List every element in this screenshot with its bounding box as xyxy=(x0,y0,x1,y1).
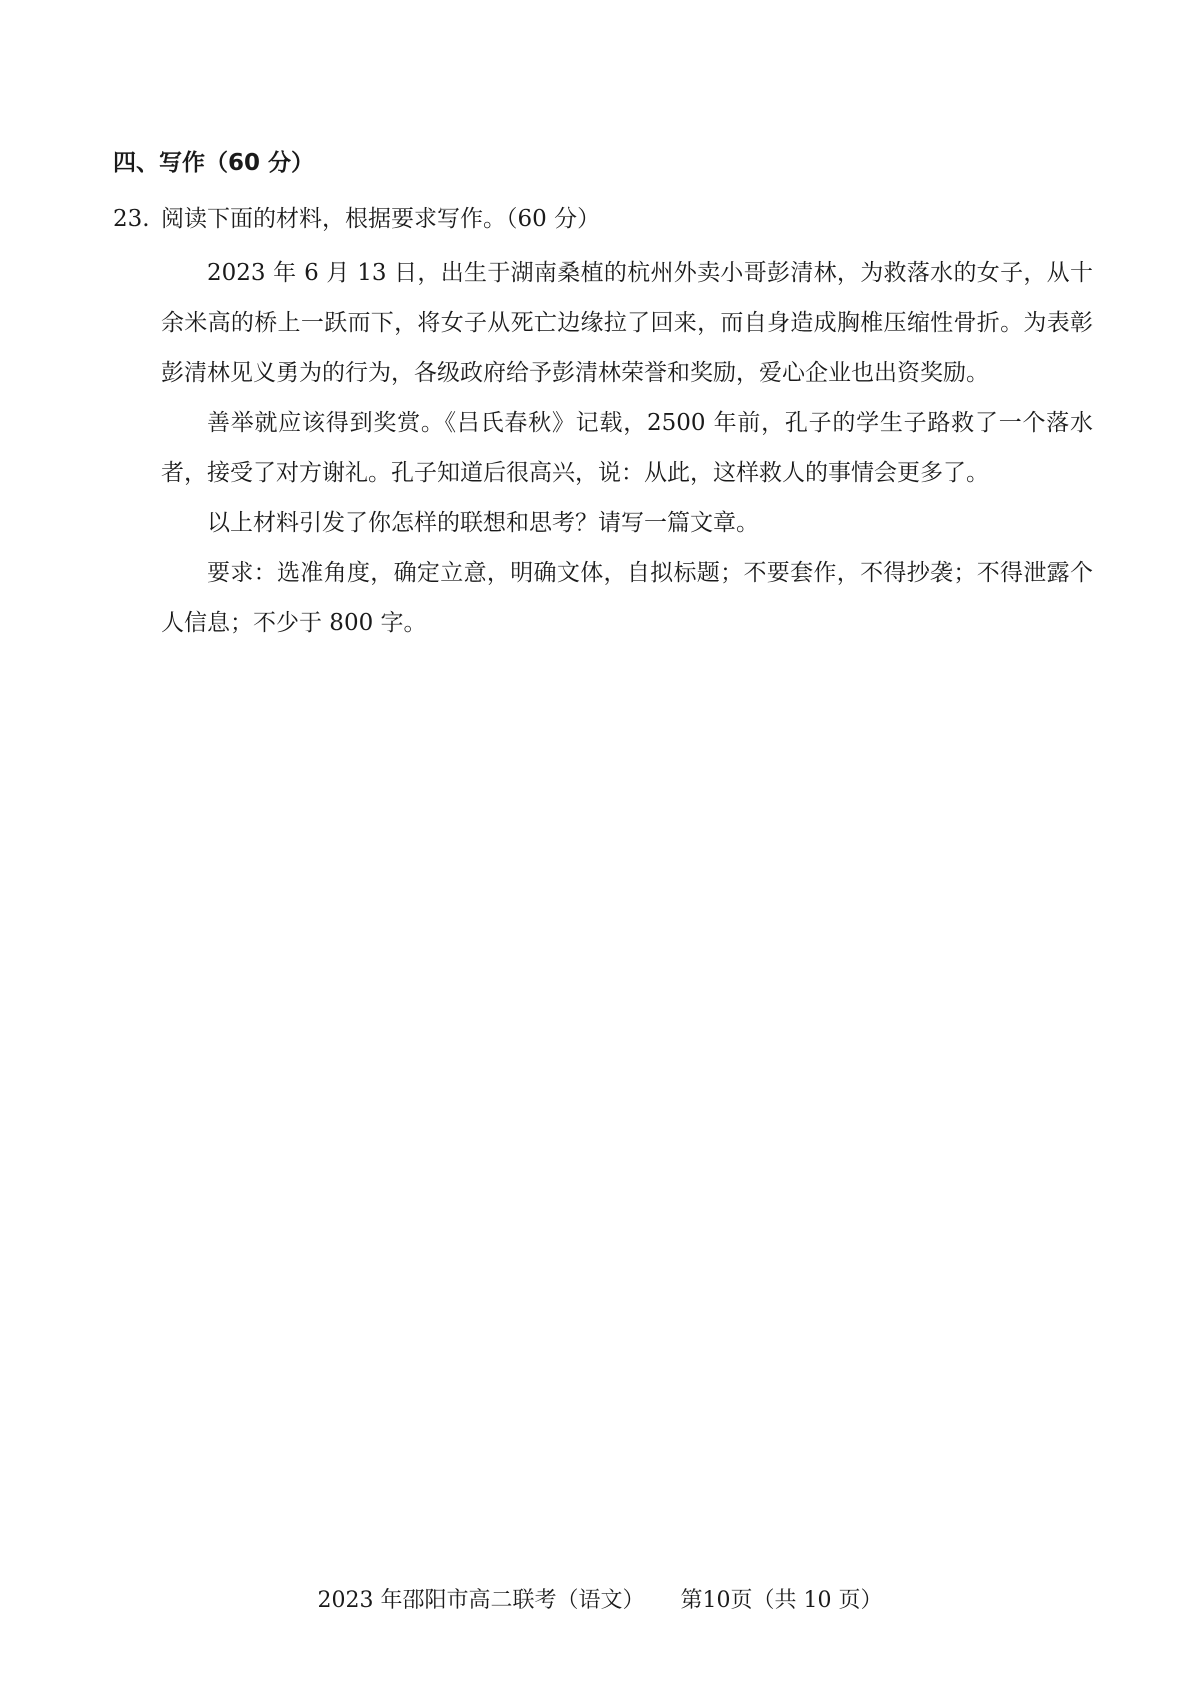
question-number: 23. xyxy=(113,206,150,232)
footer-page-number: 第10页（共 10 页） xyxy=(680,1588,883,1613)
section-title: 四、写作（60 分） xyxy=(113,150,315,176)
question-body xyxy=(161,248,1093,648)
material-paragraph-1: 2023 年 6 月 13 日，出生于湖南桑植的杭州外卖小哥彭清林，为救落水的女子，从十余米高的桥上一跃而下，将女子从死亡边缘拉了回来，而自身造成胸椎压缩性骨折。为表彰彭清林见义勇为的行为，各级政府给予彭清林荣誉和奖励，爱心企业也出资奖励。 xyxy=(161,260,1093,386)
material-paragraph-2: 善举就应该得到奖赏。《吕氏春秋》记载，2500 年前，孔子的学生子路救了一个落水者，接受了对方谢礼。孔子知道后很高兴，说：从此，这样救人的事情会更多了。 xyxy=(161,410,1093,486)
writing-requirements: 要求：选准角度，确定立意，明确文体，自拟标题；不要套作，不得抄袭；不得泄露个人信息；不少于 800 字。 xyxy=(161,560,1093,636)
question-prompt: 阅读下面的材料，根据要求写作。（60 分） xyxy=(161,206,601,232)
footer-exam-title: 2023 年邵阳市高二联考（语文） xyxy=(317,1588,645,1613)
page-footer xyxy=(0,1585,1200,1617)
question-23 xyxy=(113,202,1093,648)
task-instruction: 以上材料引发了你怎样的联想和思考？请写一篇文章。 xyxy=(207,510,759,536)
question-header xyxy=(113,202,1093,236)
